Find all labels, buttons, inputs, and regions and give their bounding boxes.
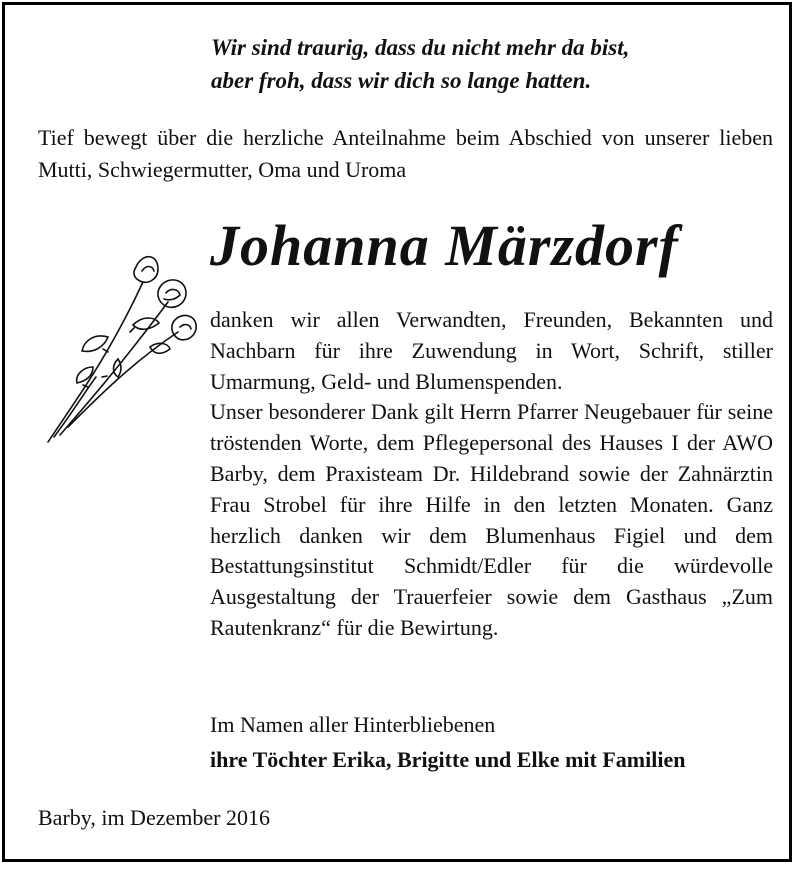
thanks-paragraph-1: danken wir allen Verwandten, Freunden, Bekannten und Nachbarn für ihre Zuwendung in Wort, Schrift, stiller Umarmung, Geld- und Blumenspenden. [210, 307, 773, 394]
obituary-notice [2, 2, 792, 862]
signature-line-1: Im Namen aller Hinterbliebenen [210, 712, 496, 737]
motto-line-2: aber froh, dass wir dich so lange hatten. [211, 68, 592, 93]
thanks-text [210, 305, 773, 644]
place-date: Barby, im Dezember 2016 [38, 805, 270, 830]
intro-text: Tief bewegt über die herzliche Anteilnahme beim Abschied von unserer lieben Mutti, Schwiegermutter, Oma und Uroma [38, 125, 773, 182]
roses-illustration-icon [38, 237, 203, 452]
thanks-paragraph-2: Unser besonderer Dank gilt Herrn Pfarrer Neugebauer für seine tröstenden Worte, dem Pflegepersonal des Hauses I der AWO Barby, dem Praxisteam Dr. Hildebrand sowie der Zahnärztin Frau Strobel für ihre Hilfe in den letzten Monaten. Ganz herzlich danken wir dem Blumenhaus Figiel und dem Bestattungsinstitut Schmidt/Edler für die würdevolle Ausgestaltung der Trauerfeier sowie dem Gasthaus „Zum Rautenkranz“ für die Bewirtung. [210, 399, 773, 640]
deceased-name: Johanna Märzdorf [210, 213, 679, 278]
motto [211, 31, 731, 97]
signature-line-2: ihre Töchter Erika, Brigitte und Elke mit Familien [210, 747, 686, 772]
motto-line-1: Wir sind traurig, dass du nicht mehr da bist, [211, 35, 630, 60]
